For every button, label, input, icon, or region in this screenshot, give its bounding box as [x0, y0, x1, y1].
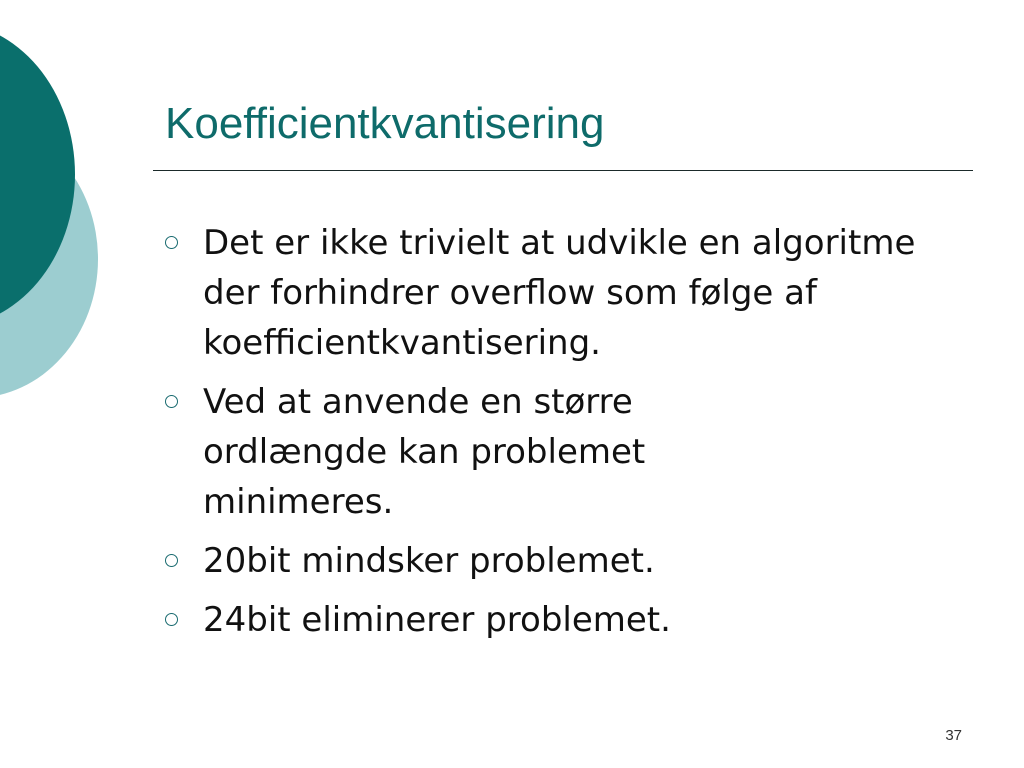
- bullet-list: [165, 218, 965, 654]
- bullet-circle-icon: [165, 595, 203, 643]
- bullet-item: [165, 377, 965, 527]
- bullet-text: Ved at anvende en større ordlængde kan problemet minimeres.: [203, 382, 646, 522]
- title-divider: [153, 170, 973, 171]
- bullet-item: [165, 218, 965, 368]
- page-number: 37: [945, 727, 962, 744]
- bullet-circle-icon: [165, 536, 203, 584]
- bullet-item: [165, 536, 965, 586]
- bullet-text: 20bit mindsker problemet.: [203, 541, 655, 581]
- bullet-item: [165, 595, 965, 645]
- bullet-circle-icon: [165, 377, 203, 425]
- bullet-text: 24bit eliminerer problemet.: [203, 600, 671, 640]
- bullet-text: Det er ikke trivielt at udvikle en algoritme der forhindrer overflow som følge af koefficientkvantisering.: [203, 223, 916, 363]
- bullet-circle-icon: [165, 218, 203, 266]
- slide-title: Koefficientkvantisering: [165, 99, 605, 148]
